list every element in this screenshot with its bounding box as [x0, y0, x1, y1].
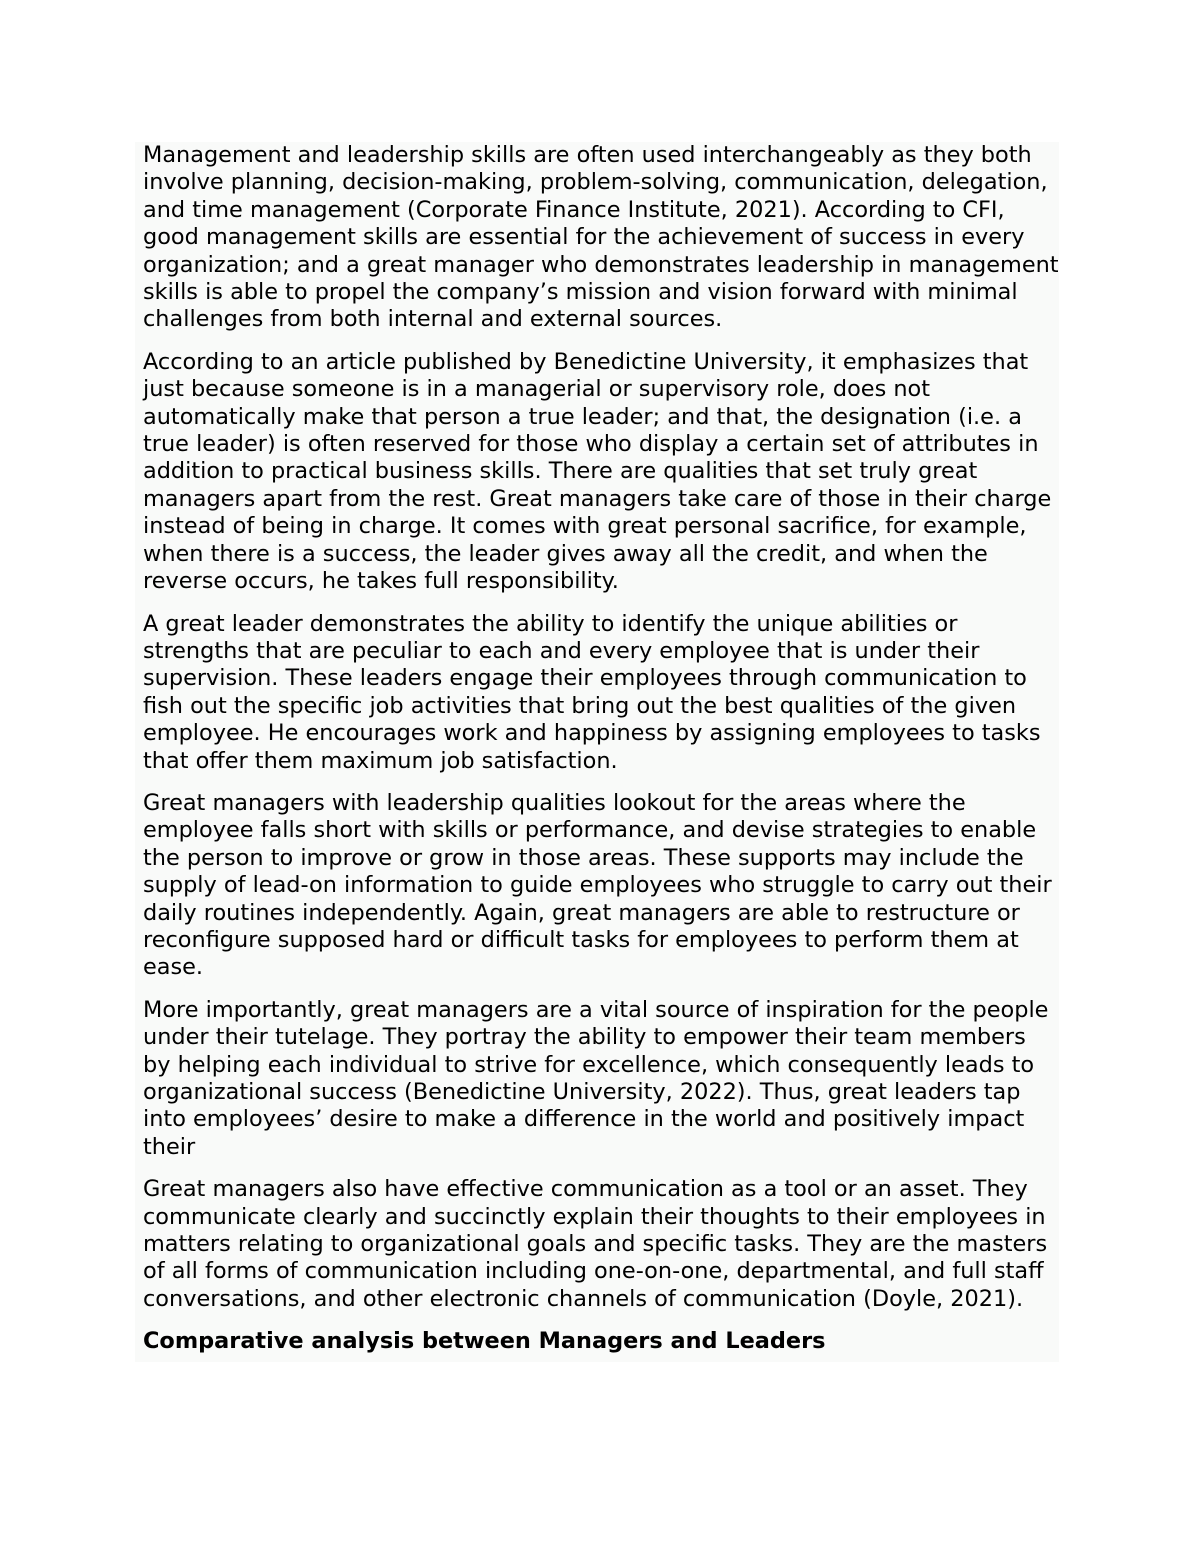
- paragraph-management-skills: Management and leadership skills are often used interchangeably as they both involve planning, decision-making, problem-solving, communication, delegation, and time management (Corporate Finance Institute, 2021). According to CFI, good management skills are essential for the achievement of success in every organization; and a great manager who demonstrates leadership in management skills is able to propel the company’s mission and vision forward with minimal challenges from both internal and external sources.: [143, 142, 1059, 333]
- document-body: [135, 142, 1059, 1362]
- paragraph-employee-support: Great managers with leadership qualities lookout for the areas where the employee falls short with skills or performance, and devise strategies to enable the person to improve or grow in those areas. These supports may include the supply of lead-on information to guide employees who struggle to carry out their daily routines independently. Again, great managers are able to restructure or reconfigure supposed hard or difficult tasks for employees to perform them at ease.: [143, 789, 1052, 981]
- paragraph-inspiration: More importantly, great managers are a vital source of inspiration for the people under their tutelage. They portray the ability to empower their team members by helping each individual to strive for excellence, which consequently leads to organizational success (Benedictine University, 2022). Thus, great leaders tap into employees’ desire to make a difference in the world and positively impact their: [143, 996, 1049, 1160]
- paragraph-benedictine-article: According to an article published by Benedictine University, it emphasizes that just because someone is in a managerial or supervisory role, does not automatically make that person a true leader; and that, the designation (i.e. a true leader) is often reserved for those who display a certain set of attributes in addition to practical business skills. There are qualities that set truly great managers apart from the rest. Great managers take care of those in their charge instead of being in charge. It comes with great personal sacrifice, for example, when there is a success, the leader gives away all the credit, and when the reverse occurs, he takes full responsibility.: [143, 348, 1052, 595]
- paragraph-communication: Great managers also have effective communication as a tool or an asset. They communicate clearly and succinctly explain their thoughts to their employees in matters relating to organizational goals and specific tasks. They are the masters of all forms of communication including one-on-one, departmental, and full staff conversations, and other electronic channels of communication (Doyle, 2021).: [143, 1176, 1048, 1312]
- paragraph-unique-abilities: A great leader demonstrates the ability to identify the unique abilities or strengths that are peculiar to each and every employee that is under their supervision. These leaders engage their employees through communication to fish out the specific job activities that bring out the best qualities of the given employee. He encourages work and happiness by assigning employees to tasks that offer them maximum job satisfaction.: [143, 610, 1041, 774]
- section-heading: Comparative analysis between Managers and Leaders: [143, 1328, 826, 1355]
